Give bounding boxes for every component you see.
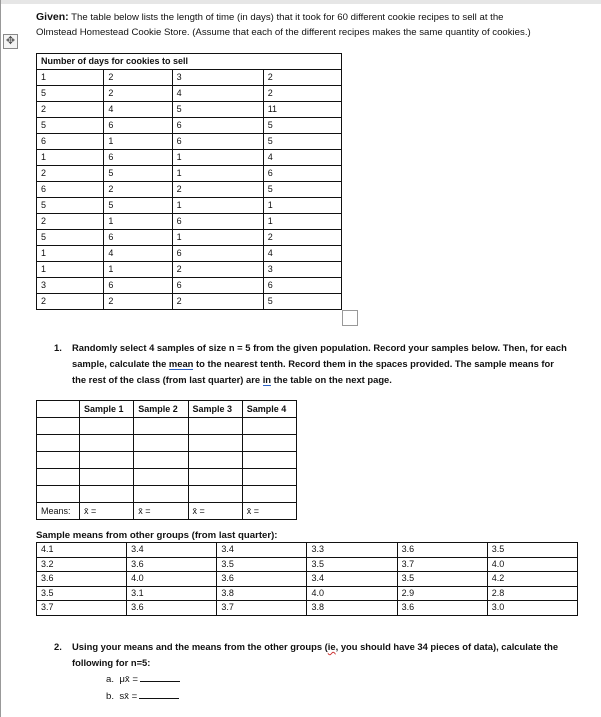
population-row bbox=[37, 118, 342, 134]
means-row bbox=[37, 543, 578, 558]
population-row bbox=[37, 86, 342, 102]
sample-row bbox=[37, 452, 297, 469]
population-cell: 6 bbox=[104, 278, 172, 294]
population-cell: 1 bbox=[37, 150, 104, 166]
population-cell: 1 bbox=[104, 214, 172, 230]
population-cell: 4 bbox=[263, 246, 341, 262]
sample-row-label-cell bbox=[37, 452, 80, 469]
population-cell: 1 bbox=[37, 262, 104, 278]
sample-entry-cell[interactable] bbox=[134, 418, 188, 435]
population-cell: 1 bbox=[104, 262, 172, 278]
intro-line-1 bbox=[36, 10, 503, 25]
population-cell: 6 bbox=[172, 134, 263, 150]
means-cell: 3.5 bbox=[487, 543, 577, 558]
means-cell: 3.5 bbox=[217, 557, 307, 572]
move-handle-icon[interactable]: ✥ bbox=[3, 34, 18, 49]
means-cell: 3.4 bbox=[307, 572, 397, 587]
sample-row-label-cell bbox=[37, 435, 80, 452]
given-label: Given: bbox=[36, 11, 69, 23]
population-cell: 5 bbox=[37, 230, 104, 246]
sample-entry-cell[interactable] bbox=[80, 452, 134, 469]
q1-text: the rest of the class (from last quarter) are bbox=[72, 374, 263, 385]
population-cell: 2 bbox=[104, 182, 172, 198]
population-cell: 11 bbox=[263, 102, 341, 118]
means-cell: 3.6 bbox=[127, 557, 217, 572]
population-cell: 6 bbox=[37, 182, 104, 198]
population-cell: 5 bbox=[37, 86, 104, 102]
means-cell: 3.7 bbox=[37, 601, 127, 616]
population-cell: 6 bbox=[37, 134, 104, 150]
sample-row-label-cell bbox=[37, 418, 80, 435]
sample-row bbox=[37, 486, 297, 503]
window-top-bar bbox=[0, 0, 601, 4]
question2-number: 2. bbox=[54, 641, 62, 652]
population-cell: 2 bbox=[172, 182, 263, 198]
population-cell: 5 bbox=[172, 102, 263, 118]
question2-line2: following for n=5: bbox=[72, 657, 151, 668]
sample-2-mean[interactable]: x̄ = bbox=[134, 503, 188, 520]
item-a-label: a. bbox=[106, 674, 115, 685]
population-cell: 6 bbox=[104, 230, 172, 246]
s-xbar-expression: sx̄ = bbox=[119, 691, 138, 702]
means-cell: 3.7 bbox=[217, 601, 307, 616]
sample-row-label-cell bbox=[37, 469, 80, 486]
sample-entry-cell[interactable] bbox=[134, 469, 188, 486]
sample-header-blank bbox=[37, 401, 80, 418]
population-cell: 6 bbox=[172, 246, 263, 262]
means-cell: 2.9 bbox=[397, 586, 487, 601]
population-cell: 6 bbox=[172, 214, 263, 230]
means-row bbox=[37, 557, 578, 572]
sample-entry-cell[interactable] bbox=[188, 418, 242, 435]
intro-text-1: The table below lists the length of time (in days) that it took for 60 different cookie recipes to sell at the bbox=[68, 12, 504, 23]
population-cell: 2 bbox=[104, 294, 172, 310]
item-b-label: b. bbox=[106, 691, 115, 702]
population-row bbox=[37, 262, 342, 278]
population-cell: 4 bbox=[263, 150, 341, 166]
population-cell: 1 bbox=[263, 214, 341, 230]
means-label: Means: bbox=[37, 503, 80, 520]
means-cell: 3.1 bbox=[127, 586, 217, 601]
means-cell: 3.6 bbox=[397, 543, 487, 558]
sample-entry-cell[interactable] bbox=[80, 435, 134, 452]
sample-entry-cell[interactable] bbox=[242, 486, 296, 503]
population-cell: 5 bbox=[263, 182, 341, 198]
population-table-header: Number of days for cookies to sell bbox=[37, 54, 342, 70]
population-cell: 4 bbox=[104, 102, 172, 118]
population-cell: 1 bbox=[37, 246, 104, 262]
sample-entry-cell[interactable] bbox=[188, 486, 242, 503]
question1-line2 bbox=[72, 356, 554, 371]
sample-entry-cell[interactable] bbox=[188, 452, 242, 469]
population-row bbox=[37, 150, 342, 166]
population-cell: 6 bbox=[263, 166, 341, 182]
question1-number: 1. bbox=[54, 342, 62, 353]
population-cell: 3 bbox=[172, 70, 263, 86]
population-cell: 5 bbox=[104, 166, 172, 182]
population-cell: 5 bbox=[263, 118, 341, 134]
population-row bbox=[37, 278, 342, 294]
means-cell: 3.0 bbox=[487, 601, 577, 616]
population-cell: 1 bbox=[37, 70, 104, 86]
means-cell: 4.0 bbox=[487, 557, 577, 572]
sample-4-mean[interactable]: x̄ = bbox=[242, 503, 296, 520]
q1-text: to the nearest tenth. Record them in the spaces provided. The sample means for bbox=[193, 358, 554, 369]
item-a bbox=[106, 672, 180, 687]
population-cell: 2 bbox=[263, 86, 341, 102]
means-cell: 3.8 bbox=[307, 601, 397, 616]
population-row bbox=[37, 182, 342, 198]
sample-header-1: Sample 1 bbox=[80, 401, 134, 418]
population-cell: 6 bbox=[104, 150, 172, 166]
sample-header-3: Sample 3 bbox=[188, 401, 242, 418]
sample-entry-cell[interactable] bbox=[242, 469, 296, 486]
population-row bbox=[37, 294, 342, 310]
population-cell: 2 bbox=[104, 70, 172, 86]
means-row bbox=[37, 586, 578, 601]
population-row bbox=[37, 102, 342, 118]
means-cell: 2.8 bbox=[487, 586, 577, 601]
sample-entry-cell[interactable] bbox=[242, 418, 296, 435]
population-cell: 1 bbox=[104, 134, 172, 150]
population-row bbox=[37, 70, 342, 86]
q2-text: Using your means and the means from the other groups ( bbox=[72, 641, 328, 652]
page-edge bbox=[0, 0, 1, 717]
population-cell: 1 bbox=[263, 198, 341, 214]
population-row bbox=[37, 134, 342, 150]
sample-entry-cell[interactable] bbox=[134, 435, 188, 452]
sample-entry-cell[interactable] bbox=[242, 452, 296, 469]
sample-entry-cell[interactable] bbox=[134, 486, 188, 503]
means-cell: 3.7 bbox=[397, 557, 487, 572]
q1-in-word: in bbox=[262, 374, 272, 385]
means-cell: 4.0 bbox=[127, 572, 217, 587]
sample-3-mean[interactable]: x̄ = bbox=[188, 503, 242, 520]
means-table bbox=[36, 542, 578, 616]
means-cell: 3.3 bbox=[307, 543, 397, 558]
sample-entry-cell[interactable] bbox=[134, 452, 188, 469]
population-cell: 1 bbox=[172, 166, 263, 182]
means-cell: 3.8 bbox=[217, 586, 307, 601]
checkbox[interactable] bbox=[342, 310, 358, 326]
sample-row-label-cell bbox=[37, 486, 80, 503]
population-row bbox=[37, 214, 342, 230]
q2-ie-word: ie bbox=[327, 641, 336, 652]
sample-1-mean[interactable]: x̄ = bbox=[80, 503, 134, 520]
population-cell: 5 bbox=[37, 198, 104, 214]
population-cell: 3 bbox=[263, 262, 341, 278]
population-cell: 5 bbox=[37, 118, 104, 134]
population-cell: 5 bbox=[263, 134, 341, 150]
sample-row bbox=[37, 418, 297, 435]
population-row bbox=[37, 198, 342, 214]
q2-text: , you should have 34 pieces of data), calculate the bbox=[335, 641, 559, 652]
sample-row bbox=[37, 435, 297, 452]
sample-header-2: Sample 2 bbox=[134, 401, 188, 418]
sample-table bbox=[36, 400, 297, 520]
population-cell: 6 bbox=[172, 118, 263, 134]
population-cell: 5 bbox=[263, 294, 341, 310]
means-cell: 3.6 bbox=[37, 572, 127, 587]
population-cell: 3 bbox=[37, 278, 104, 294]
question2-line1 bbox=[72, 639, 558, 654]
sample-header-4: Sample 4 bbox=[242, 401, 296, 418]
q1-text: sample, calculate the bbox=[72, 358, 169, 369]
population-cell: 1 bbox=[172, 150, 263, 166]
population-cell: 2 bbox=[37, 214, 104, 230]
means-cell: 3.5 bbox=[37, 586, 127, 601]
population-cell: 1 bbox=[172, 230, 263, 246]
population-cell: 2 bbox=[37, 166, 104, 182]
population-cell: 6 bbox=[172, 278, 263, 294]
sample-entry-cell[interactable] bbox=[188, 435, 242, 452]
means-row bbox=[37, 601, 578, 616]
intro-line-2: Olmstead Homestead Cookie Store. (Assume that each of the different recipes makes the same quantity of cookies.) bbox=[36, 27, 531, 38]
population-cell: 2 bbox=[263, 70, 341, 86]
q1-mean-word: mean bbox=[168, 358, 194, 369]
s-xbar-answer-blank[interactable] bbox=[139, 698, 179, 699]
sample-entry-cell[interactable] bbox=[80, 418, 134, 435]
population-cell: 2 bbox=[37, 294, 104, 310]
item-b bbox=[106, 689, 179, 704]
population-cell: 2 bbox=[263, 230, 341, 246]
q1-text: the table on the next page. bbox=[271, 374, 392, 385]
population-cell: 4 bbox=[104, 246, 172, 262]
population-cell: 2 bbox=[172, 294, 263, 310]
means-cell: 4.0 bbox=[307, 586, 397, 601]
means-table-caption: Sample means from other groups (from last quarter): bbox=[36, 530, 278, 541]
population-cell: 5 bbox=[104, 198, 172, 214]
sample-entry-cell[interactable] bbox=[80, 469, 134, 486]
population-table bbox=[36, 53, 342, 310]
means-cell: 3.6 bbox=[217, 572, 307, 587]
means-cell: 3.6 bbox=[127, 601, 217, 616]
mu-xbar-answer-blank[interactable] bbox=[140, 681, 180, 682]
population-cell: 4 bbox=[172, 86, 263, 102]
population-cell: 6 bbox=[263, 278, 341, 294]
population-cell: 2 bbox=[172, 262, 263, 278]
sample-row bbox=[37, 469, 297, 486]
population-cell: 2 bbox=[104, 86, 172, 102]
population-cell: 1 bbox=[172, 198, 263, 214]
question1-line3 bbox=[72, 372, 392, 387]
sample-entry-cell[interactable] bbox=[80, 486, 134, 503]
population-cell: 2 bbox=[37, 102, 104, 118]
means-cell: 3.4 bbox=[127, 543, 217, 558]
sample-entry-cell[interactable] bbox=[188, 469, 242, 486]
means-cell: 4.2 bbox=[487, 572, 577, 587]
population-cell: 6 bbox=[104, 118, 172, 134]
means-row bbox=[37, 572, 578, 587]
mu-xbar-expression: μx̄ = bbox=[119, 674, 138, 685]
population-row bbox=[37, 246, 342, 262]
means-cell: 3.5 bbox=[307, 557, 397, 572]
means-cell: 3.2 bbox=[37, 557, 127, 572]
means-cell: 4.1 bbox=[37, 543, 127, 558]
population-row bbox=[37, 230, 342, 246]
question1-line1: Randomly select 4 samples of size n = 5 from the given population. Record your samples below. Then, for each bbox=[72, 342, 567, 353]
means-cell: 3.5 bbox=[397, 572, 487, 587]
means-cell: 3.4 bbox=[217, 543, 307, 558]
means-cell: 3.6 bbox=[397, 601, 487, 616]
population-row bbox=[37, 166, 342, 182]
sample-entry-cell[interactable] bbox=[242, 435, 296, 452]
